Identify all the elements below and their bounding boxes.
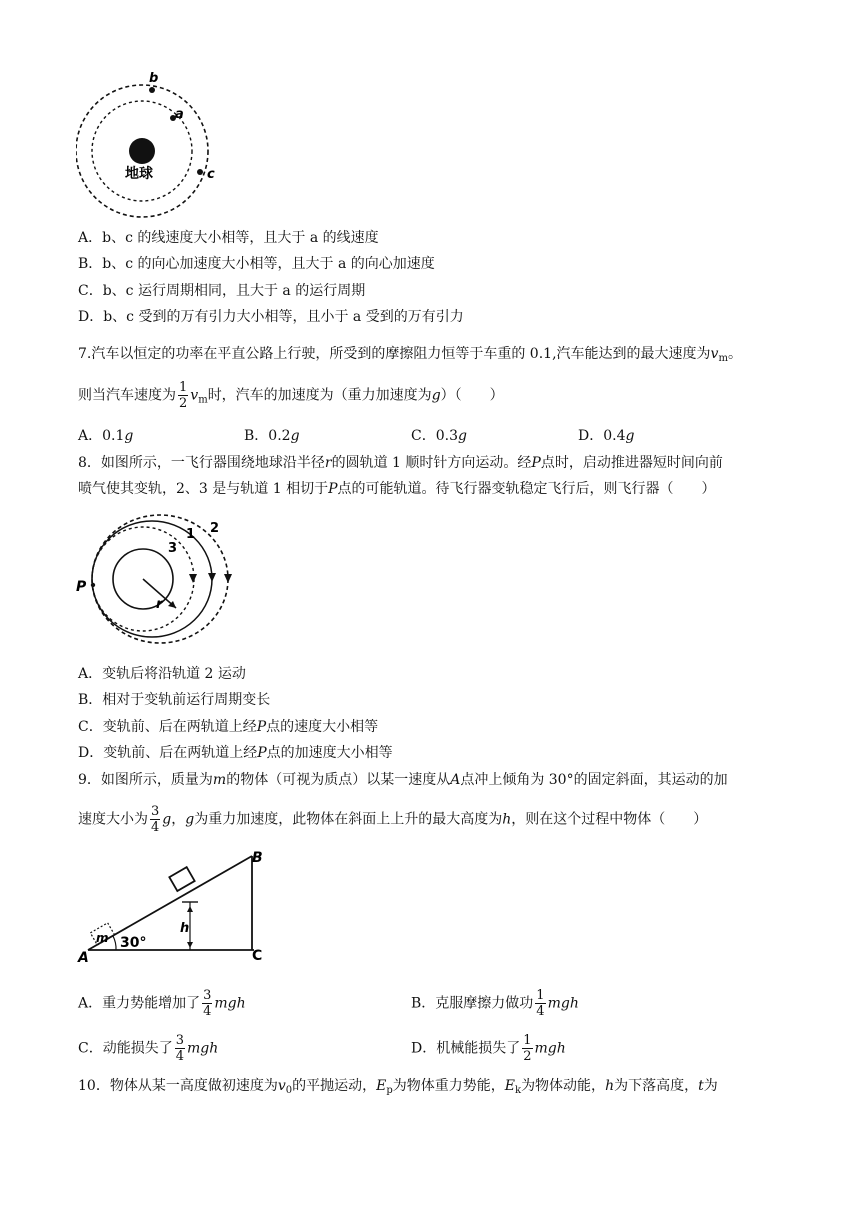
q9-stem-line1: 9．如图所示，质量为m的物体（可视为质点）以某一速度从A点冲上倾角为 30°的固定斜面，其运动的加 bbox=[78, 772, 728, 788]
label-h: h bbox=[180, 921, 190, 936]
label-a: a bbox=[175, 107, 184, 122]
satellite-orbits-figure bbox=[76, 68, 216, 218]
label-orbit-1: 1 bbox=[186, 527, 196, 542]
q9-fraction: $\frac{3}{4}$ bbox=[151, 804, 160, 835]
q8-option-a: A．变轨后将沿轨道 2 运动 bbox=[78, 666, 246, 682]
label-r: r bbox=[156, 597, 163, 612]
q6-option-a: A．b、c 的线速度大小相等，且大于 a 的线速度 bbox=[78, 230, 379, 246]
label-c: c bbox=[207, 167, 215, 182]
orbit-transfer-figure bbox=[74, 512, 238, 647]
label-m: m bbox=[96, 931, 109, 945]
q6-option-c: C．b、c 运行周期相同，且大于 a 的运行周期 bbox=[78, 283, 366, 299]
q8-stem-line1: 8．如图所示，一飞行器围绕地球沿半径r的圆轨道 1 顺时针方向运动。经P点时，启动推进器短时间向前 bbox=[78, 455, 723, 471]
q6-option-b: B．b、c 的向心加速度大小相等，且大于 a 的向心加速度 bbox=[78, 256, 435, 272]
q7-option-d: D．0.4g bbox=[578, 428, 635, 444]
q7-stem-line2: 则当汽车速度为 $\frac{1}{2}$ $v_m$时，汽车的加速度为（重力加速度为g）（ ） bbox=[78, 380, 504, 411]
q8-option-c: C．变轨前、后在两轨道上经P点的速度大小相等 bbox=[78, 719, 379, 735]
q8-stem-line2: 喷气使其变轨，2、3 是与轨道 1 相切于P点的可能轨道。待飞行器变轨稳定飞行后，则飞行器（ ） bbox=[78, 481, 716, 497]
label-B: B bbox=[252, 850, 263, 866]
label-P: P bbox=[76, 579, 87, 595]
earth-dot bbox=[129, 138, 155, 164]
label-A: A bbox=[78, 950, 89, 964]
q9-option-a: A．重力势能增加了 $\frac{3}{4}$ mgh bbox=[78, 988, 246, 1019]
q7-option-b: B．0.2g bbox=[244, 428, 300, 444]
q9-option-b: B．克服摩擦力做功 $\frac{1}{4}$ mgh bbox=[411, 988, 579, 1019]
q7-option-a: A．0.1g bbox=[78, 428, 134, 444]
q9-option-c: C．动能损失了 $\frac{3}{4}$ mgh bbox=[78, 1033, 219, 1064]
label-C: C bbox=[252, 948, 263, 964]
label-angle: 30° bbox=[120, 935, 147, 951]
label-b: b bbox=[149, 71, 159, 86]
q7-fraction: $\frac{1}{2}$ bbox=[179, 380, 188, 411]
q9-stem-line2: 速度大小为 $\frac{3}{4}$ g，g为重力加速度，此物体在斜面上上升的最大高度为h，则在这个过程中物体（ ） bbox=[78, 804, 708, 835]
q8-option-d: D．变轨前、后在两轨道上经P点的加速度大小相等 bbox=[78, 745, 393, 761]
incline-figure bbox=[76, 846, 276, 964]
q7-option-c: C．0.3g bbox=[411, 428, 467, 444]
label-orbit-3: 3 bbox=[168, 541, 178, 556]
q6-option-d: D．b、c 受到的万有引力大小相等，且小于 a 受到的万有引力 bbox=[78, 309, 464, 325]
q8-option-b: B．相对于变轨前运行周期变长 bbox=[78, 692, 271, 708]
label-earth: 地球 bbox=[125, 166, 153, 182]
q9-option-d: D．机械能损失了 $\frac{1}{2}$ mgh bbox=[411, 1033, 566, 1064]
q10-stem-line1: 10．物体从某一高度做初速度为$v_0$的平抛运动，$E_p$为物体重力势能，$E_k$为物体动能，h为下落高度，t为 bbox=[78, 1078, 718, 1096]
label-orbit-2: 2 bbox=[210, 521, 220, 536]
q7-stem-line1: 7.汽车以恒定的功率在平直公路上行驶，所受到的摩擦阻力恒等于车重的 0.1,汽车能达到的最大速度为$v_m$。 bbox=[78, 346, 742, 364]
